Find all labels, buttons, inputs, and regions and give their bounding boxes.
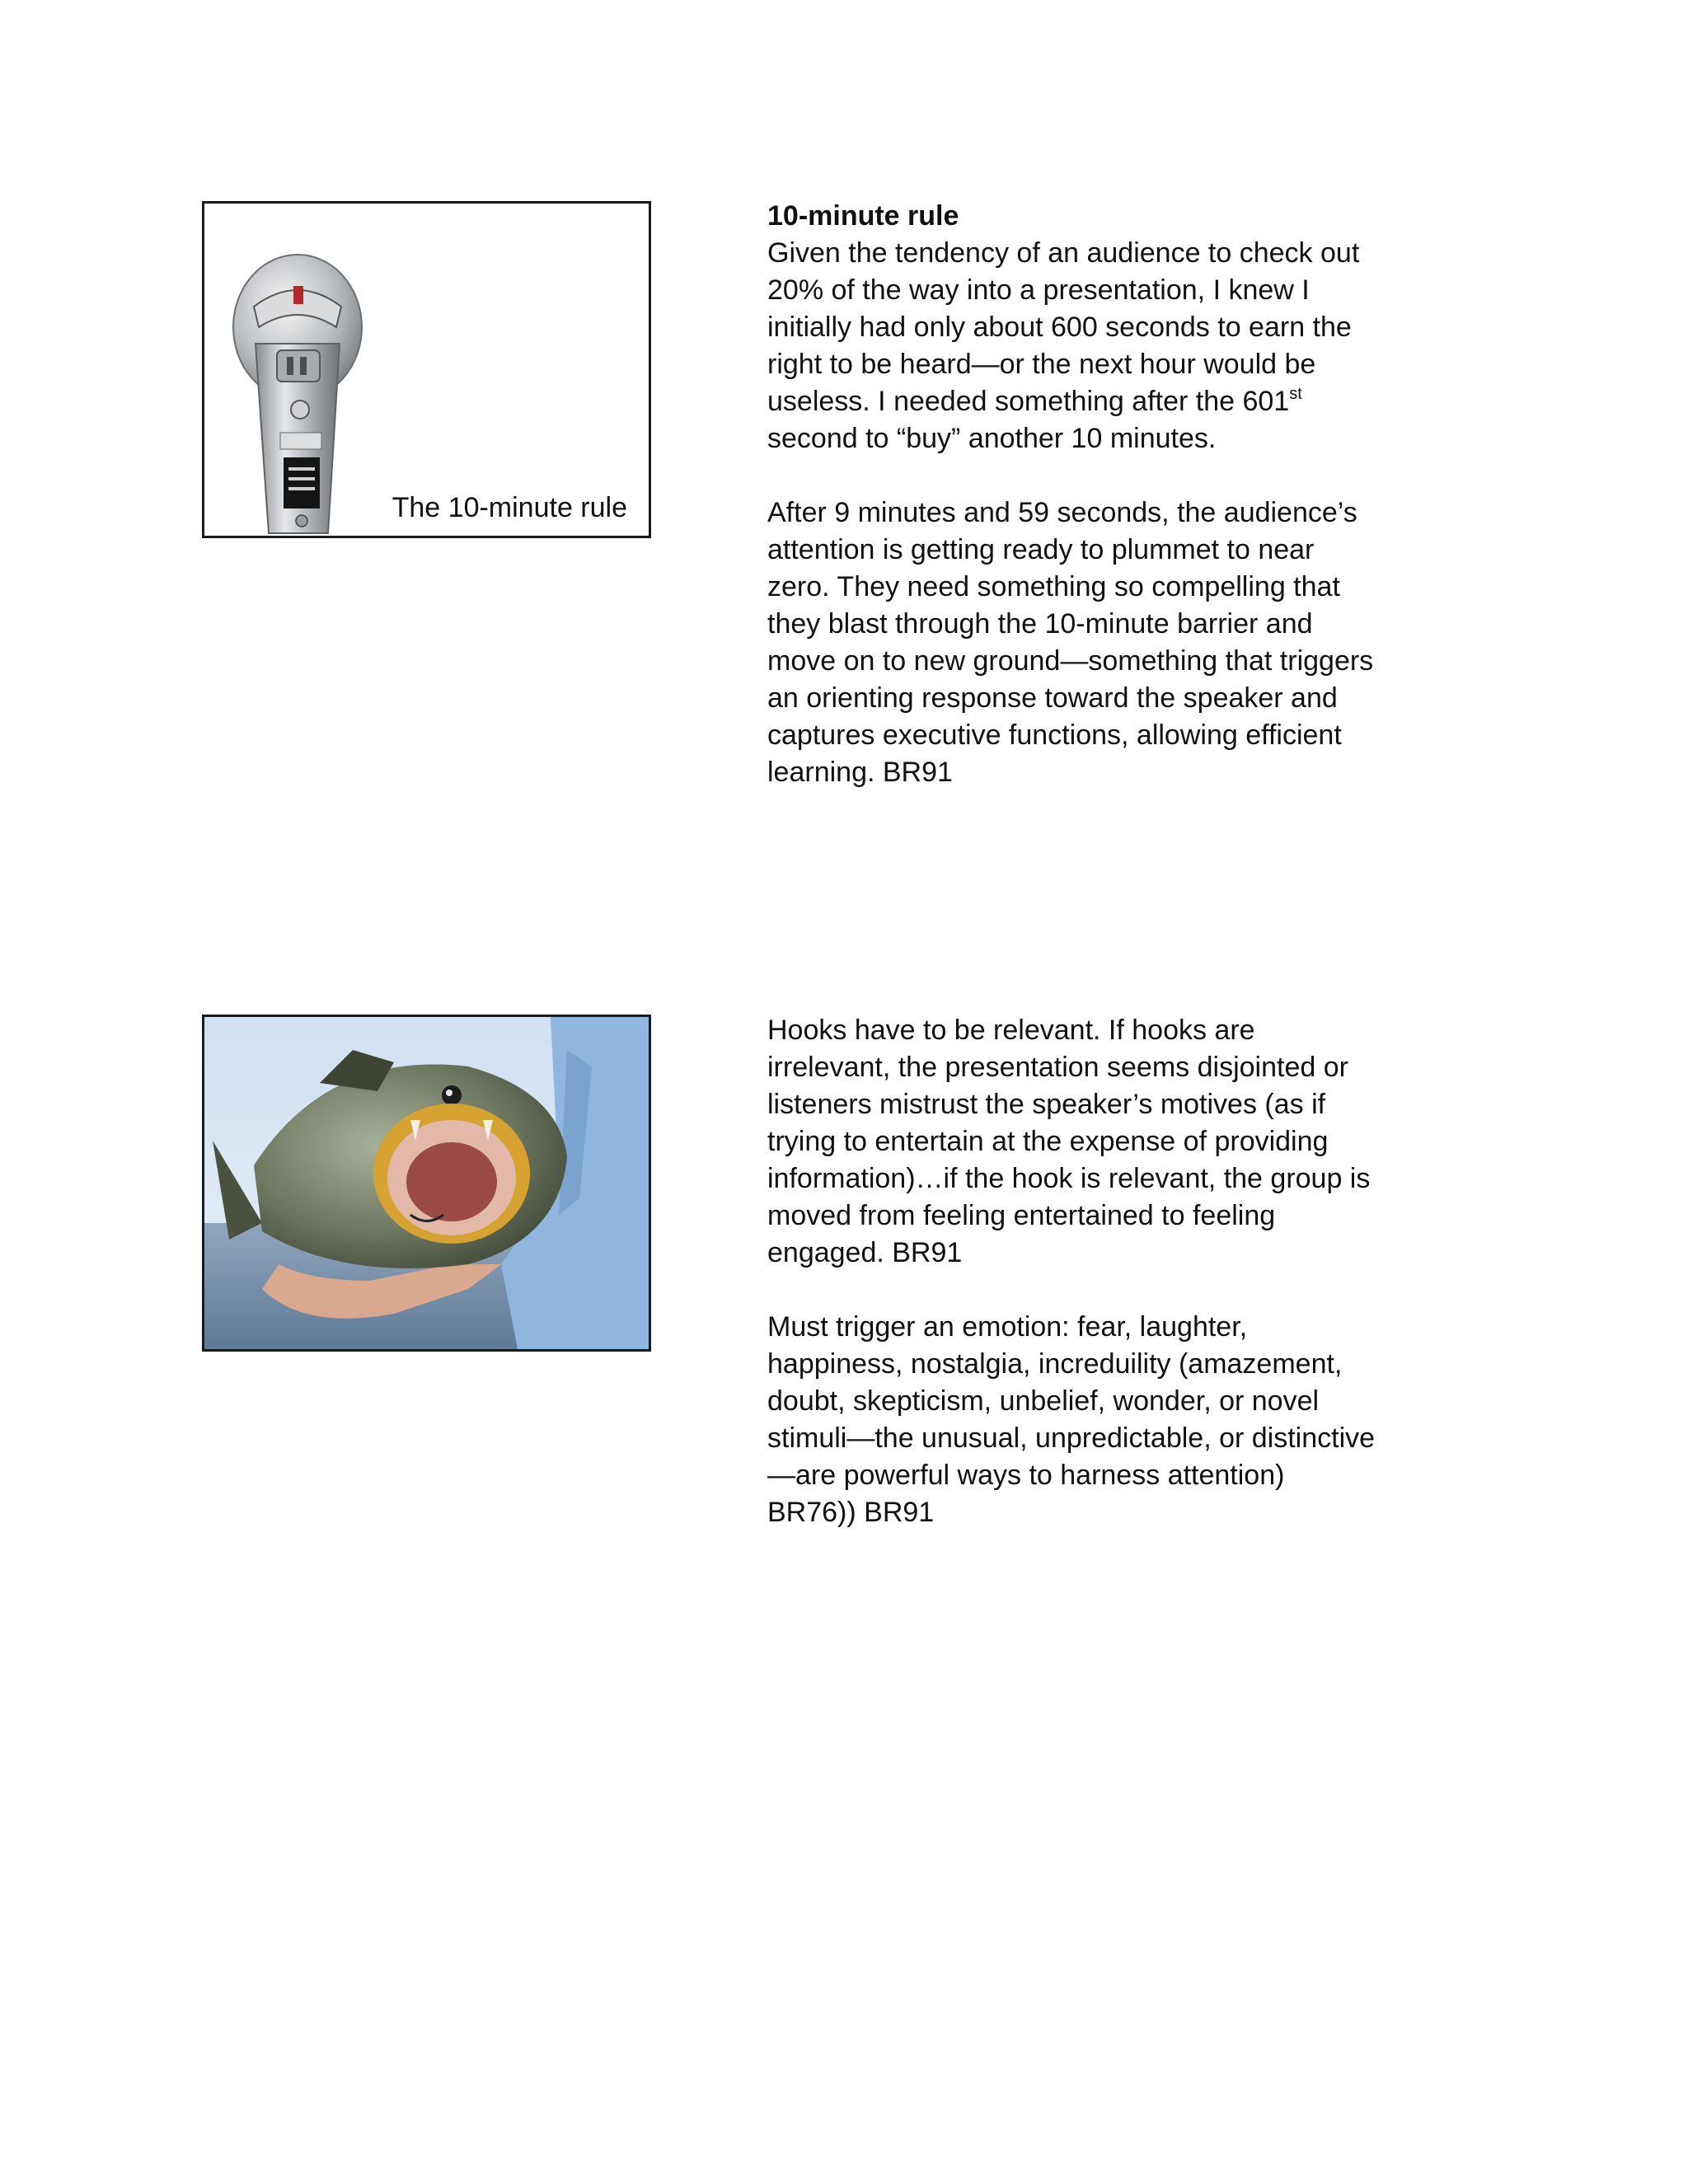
speaker-notes-10-minute-rule [767,198,1377,828]
slide-thumbnail-fish-hook [202,1015,651,1352]
notes-text: Given the tendency of an audience to check out 20% of the way into a presentation, I knew I initially had only about 600 seconds to earn the right to be heard—or the next hour would be useless. I needed something after the 601 [767,237,1360,417]
notes-heading: 10-minute rule [767,200,959,232]
notes-paragraph [767,198,1377,457]
notes-paragraph: Hooks have to be relevant. If hooks are irrelevant, the presentation seems disjointed or listeners mistrust the speaker’s motives (as if trying to entertain at the expense of providing information)…if the hook is relevant, the group is moved from feeling entertained to feeling engaged. BR91 [767,1015,1371,1268]
speaker-notes-hooks [767,1012,1377,1568]
superscript-ordinal: st [1289,385,1302,403]
notes-paragraph: After 9 minutes and 59 seconds, the audience’s attention is getting ready to plummet to near zero. They need something so compelling that they blast through the 10-minute barrier and move on to new ground—something that triggers an orienting response toward the speaker and captures executive functions, allowing efficient learning. BR91 [767,497,1374,788]
notes-text: second to “buy” another 10 minutes. [767,423,1217,454]
slide-thumbnail-10-minute-rule [202,201,651,538]
notes-paragraph: Must trigger an emotion: fear, laughter, happiness, nostalgia, increduility (amazement, doubt, skepticism, unbelief, wonder, or novel stimuli—the unusual, unpredictable, or distinctive—are powerful ways to harness attention) BR76)) BR91 [767,1311,1376,1528]
fish-photo-icon [204,1017,649,1349]
parking-meter-icon [204,204,649,536]
slide-caption: The 10-minute rule [392,492,627,523]
